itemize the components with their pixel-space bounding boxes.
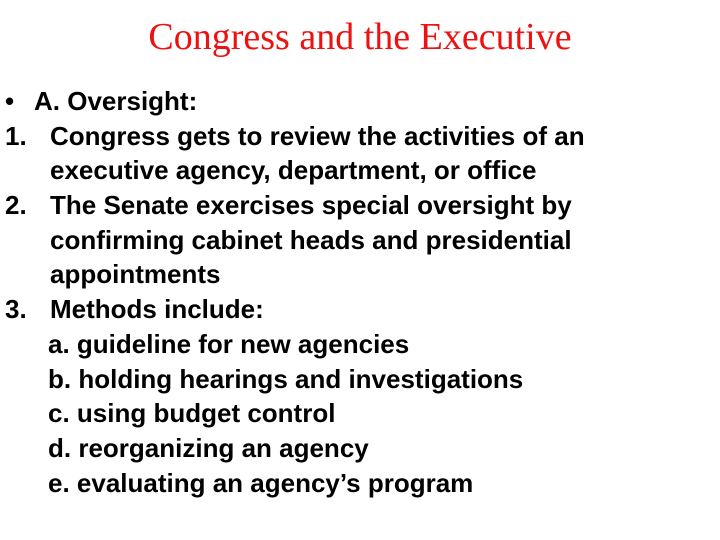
point-2-text-cont: confirming cabinet heads and presidential: [50, 224, 572, 255]
point-3-line-1: [0, 292, 720, 327]
heading-text: A. Oversight:: [34, 86, 198, 116]
sub-item-text: c. using budget control: [48, 398, 336, 429]
sub-item-b: [0, 362, 720, 397]
point-3-text: Methods include:: [50, 294, 264, 325]
sub-item-e: [0, 466, 720, 501]
sub-item-text: a. guideline for new agencies: [48, 328, 410, 359]
slide-title: Congress and the Executive: [148, 16, 572, 58]
bullet-marker: •: [5, 86, 15, 116]
oversight-list: [0, 84, 720, 500]
point-2-line-1: [0, 188, 720, 223]
sub-item-d: [0, 431, 720, 466]
sub-item-a: [0, 327, 720, 362]
point-2-line-3: [0, 257, 720, 292]
point-1-line-2: [0, 153, 720, 188]
point-2-line-2: [0, 223, 720, 258]
point-1-line-1: [0, 119, 720, 154]
sub-item-c: [0, 396, 720, 431]
point-3-number: 3.: [5, 294, 27, 325]
sub-item-text: b. holding hearings and investigations: [48, 363, 524, 394]
point-2-text: The Senate exercises special oversight by: [50, 190, 572, 221]
heading-line: [0, 84, 720, 119]
sub-item-text: e. evaluating an agency’s program: [48, 467, 474, 498]
point-1-text-cont: executive agency, department, or office: [50, 155, 537, 186]
point-1-number: 1.: [5, 120, 27, 151]
point-2-text-cont-2: appointments: [50, 259, 221, 290]
point-2-number: 2.: [5, 190, 27, 221]
point-1-text: Congress gets to review the activities of an: [50, 120, 585, 151]
sub-item-text: d. reorganizing an agency: [48, 432, 369, 463]
